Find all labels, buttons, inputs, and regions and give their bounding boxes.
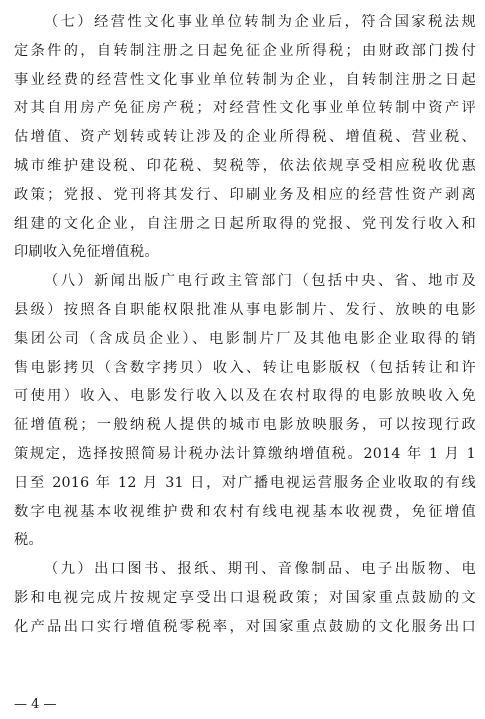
- text-line: 影和电视完成片按规定享受出口退税政策；对国家重点鼓励的文: [14, 589, 476, 606]
- body-text: [14, 8, 476, 642]
- text-line: 日至 2016 年 12 月 31 日，对广播电视运营服务企业收取的有线: [14, 474, 476, 491]
- text-line: （七）经营性文化事业单位转制为企业后，符合国家税法规: [44, 14, 476, 30]
- text-line: 县级）按照各自职能权限批准从事电影制片、发行、放映的电影: [14, 301, 476, 318]
- text-line: 集团公司（含成员企业）、电影制片厂及其他电影企业取得的销: [14, 330, 476, 347]
- text-line: 策规定，选择按照简易计税办法计算缴纳增值税。2014 年 1 月 1: [14, 445, 476, 462]
- text-line: 数字电视基本收视维护费和农村有线电视基本收视费，免征增值: [14, 503, 476, 520]
- text-line: （八）新闻出版广电行政主管部门（包括中央、省、地市及: [44, 273, 476, 290]
- text-line: 估增值、资产划转或转让涉及的企业所得税、增值税、营业税、: [14, 129, 476, 146]
- text-line: 事业经费的经营性文化事业单位转制为企业，自转制注册之日起: [14, 71, 476, 88]
- text-line: 城市维护建设税、印花税、契税等，依法依规享受相应税收优惠: [14, 157, 476, 174]
- text-line: 化产品出口实行增值税零税率，对国家重点鼓励的文化服务出口: [14, 618, 476, 635]
- text-line: 税。: [14, 532, 43, 549]
- text-line: 印刷收入免征增值税。: [14, 244, 159, 261]
- text-line: （九）出口图书、报纸、期刊、音像制品、电子出版物、电: [44, 561, 476, 578]
- page-number: — 4 —: [14, 697, 57, 712]
- text-line: 定条件的，自转制注册之日起免征企业所得税；由财政部门拨付: [14, 42, 476, 59]
- text-line: 对其自用房产免征房产税；对经营性文化事业单位转制中资产评: [14, 100, 476, 117]
- text-line: 征增值税；一般纳税人提供的城市电影放映服务，可以按现行政: [14, 417, 476, 434]
- text-line: 售电影拷贝（含数字拷贝）收入、转让电影版权（包括转让和许: [14, 359, 476, 376]
- text-line: 可使用）收入、电影发行收入以及在农村取得的电影放映收入免: [14, 388, 476, 405]
- text-line: 组建的文化企业，自注册之日起所取得的党报、党刊发行收入和: [14, 215, 476, 232]
- text-line: 政策；党报、党刊将其发行、印刷业务及相应的经营性资产剥离: [14, 186, 476, 203]
